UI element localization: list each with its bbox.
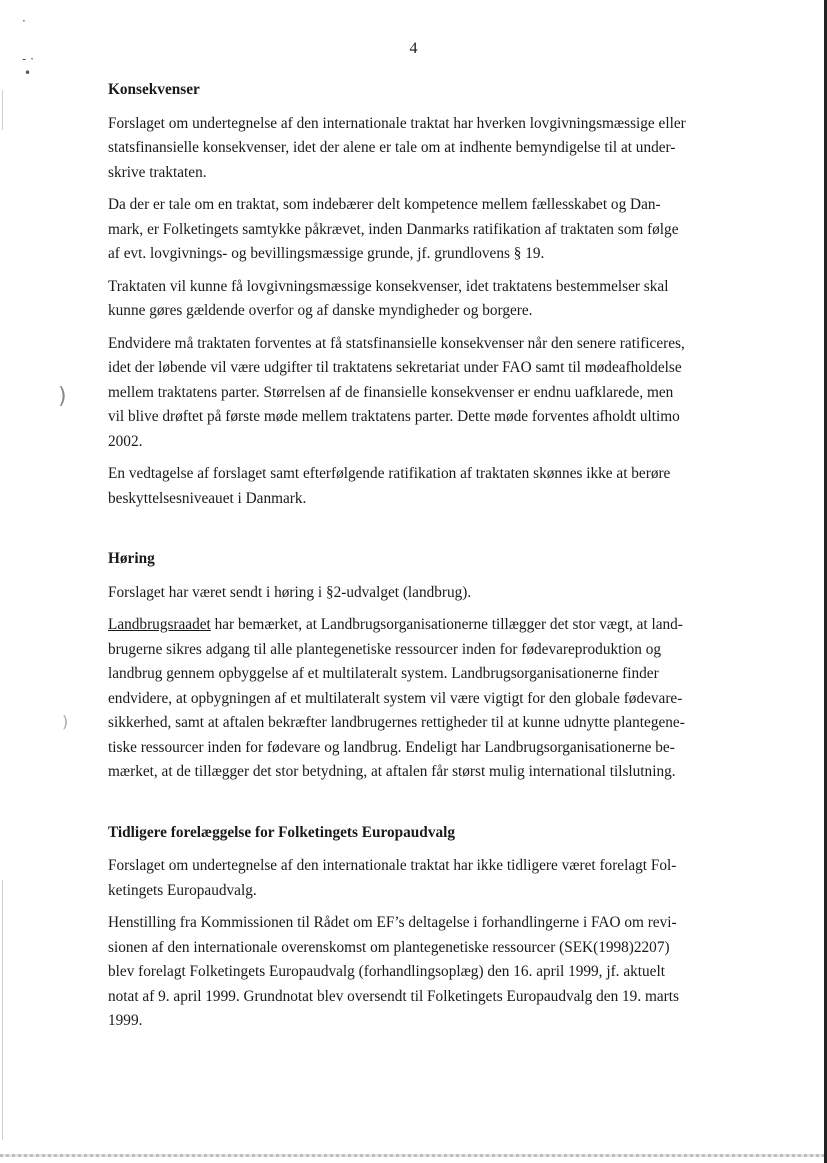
scan-speck: · [22, 14, 26, 28]
scan-speck: • [24, 66, 32, 80]
paragraph: Landbrugsraadet har bemærket, at Landbrugsorganisationerne tillægger det stor vægt, at land- brugerne sikres adgang til alle plantegenetiske ressourcer inden for fødevareproduktion og landbrug gennem opbyggelse af et multilateralt system. Landbrugsorganisationerne finder endvidere, at opbygningen af et multilateralt system vil være vigtigt for den globale fødevare- sikkerhed, samt at aftalen bekræfter landbrugernes rettigheder til at kunne udnytte plantegene- tiske ressourcer inden for fødevare og landbrug. Endeligt har Landbrugsorganisationerne be- mærket, at de tillægger det stor betydning, at aftalen får størst mulig international tilslutning. [108, 616, 685, 780]
paragraph: Forslaget om undertegnelse af den internationale traktat har ikke tidligere været forelagt Fol- ketingets Europaudvalg. [108, 857, 677, 899]
scan-edge-line [2, 880, 3, 1140]
paragraph: Forslaget har været sendt i høring i §2-udvalget (landbrug). [108, 583, 472, 601]
section-spacer [108, 793, 748, 821]
scan-bottom-edge [0, 1154, 827, 1157]
section-spacer [108, 519, 748, 547]
punch-hole-mark: ) [58, 384, 67, 409]
paragraph: Henstilling fra Kommissionen til Rådet om EF’s deltagelse i forhandlingerne i FAO om revi- sionen af den internationale overenskomst om plantegenetiske ressourcer (SEK(1998)2207) blev forelagt Folketingets Europaudvalg (forhandlingsoplæg) den 16. april 1999, jf. aktuelt notat af 9. april 1999. Grundnotat blev oversendt til Folketingets Europaudvalg den 19. marts 1999. [108, 914, 679, 1029]
section-heading-horing: Høring [108, 550, 155, 567]
paragraph: Da der er tale om en traktat, som indebærer delt kompetence mellem fællesskabet og Dan- mark, er Folketingets samtykke påkrævet, inden Danmarks ratifikation af traktaten som følge af evt. lovgivnings- og bevillingsmæssige grunde, jf. grundlovens § 19. [108, 196, 679, 262]
paragraph: Traktaten vil kunne få lovgivningsmæssige konsekvenser, idet traktatens bestemmelser skal kunne gøres gældende overfor og af danske myndigheder og borgere. [108, 277, 669, 319]
scan-speck: - · [22, 52, 34, 66]
scan-edge-line [2, 90, 3, 130]
paragraph: En vedtagelse af forslaget samt efterfølgende ratifikation af traktaten skønnes ikke at berøre beskyttelsesniveauet i Danmark. [108, 465, 671, 507]
section-heading-konsekvenser: Konsekvenser [108, 81, 200, 98]
section-heading-tidligere-forelaeggelse: Tidligere forelæggelse for Folketingets Europaudvalg [108, 823, 456, 841]
document-body [108, 78, 748, 1042]
punch-hole-mark: ) [62, 712, 69, 731]
underlined-organisation-name: Landbrugsraadet [108, 616, 211, 633]
paragraph: Endvidere må traktaten forventes at få statsfinansielle konsekvenser når den senere ratificeres, idet der løbende vil være udgifter til traktatens sekretariat under FAO samt til mødeafholdelse mellem traktatens parter. Størrelsen af de finansielle konsekvenser er endnu uafklarede, men vil blive drøftet på første møde mellem traktatens parter. Dette møde forventes afholdt ultimo 2002. [108, 334, 685, 450]
page-number: 4 [409, 40, 418, 57]
paragraph: Forslaget om undertegnelse af den internationale traktat har hverken lovgivningsmæssige eller statsfinansielle konsekvenser, idet der alene er tale om at indhente bemyndigelse til at under- skrive traktaten. [108, 114, 686, 181]
